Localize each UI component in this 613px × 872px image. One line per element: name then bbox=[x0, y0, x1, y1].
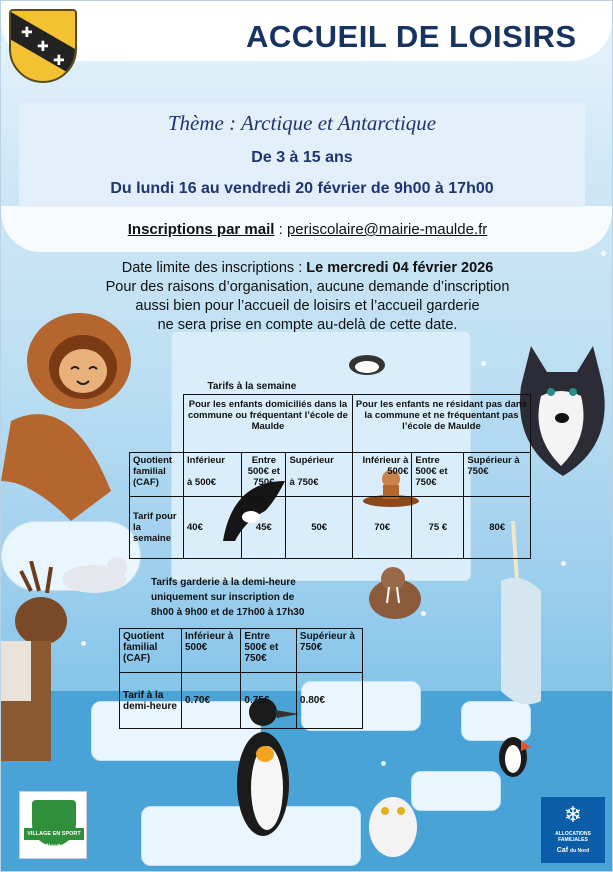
reindeer-illustration bbox=[1, 561, 111, 771]
price-cell: 70€ bbox=[352, 497, 412, 559]
snowflake-icon: ❄ bbox=[563, 803, 583, 828]
deadline-value: Le mercredi 04 février 2026 bbox=[306, 260, 494, 276]
registration-separator: : bbox=[274, 221, 287, 238]
deadline-line-1: Pour des raisons d’organisation, aucune demande d’inscription bbox=[105, 279, 510, 295]
price-cell: 0.70€ bbox=[182, 673, 241, 729]
row-label-quotient: Quotient familial (CAF) bbox=[120, 629, 182, 673]
col-mid: Entre 500€ et 750€ bbox=[242, 453, 286, 497]
age-range: De 3 à 15 ans bbox=[251, 149, 353, 166]
price-cell: 80€ bbox=[464, 497, 531, 559]
weekly-table-caption: Tarifs à la semaine bbox=[207, 381, 297, 392]
row-label-weekly-price: Tarif pour la semaine bbox=[130, 497, 184, 559]
col2-low: Inférieur à 500€ bbox=[352, 453, 412, 497]
col-high: Supérieur à 750€ bbox=[286, 453, 352, 497]
info-panel bbox=[19, 103, 585, 207]
price-cell: 0.75€ bbox=[241, 673, 297, 729]
daycare-table-caption: Tarifs garderie à la demi-heure uniquement sur inscription de 8h00 à 9h00 et de 17h00 à 17h30 bbox=[151, 577, 305, 618]
price-cell: 45€ bbox=[242, 497, 286, 559]
deadline-line-2: aussi bien pour l’accueil de loisirs et l’accueil garderie bbox=[135, 298, 480, 314]
price-cell: 50€ bbox=[286, 497, 352, 559]
registration-label: Inscriptions par mail bbox=[127, 221, 275, 238]
col-low: Inférieur à 500€ bbox=[182, 629, 241, 673]
col-mid: Entre 500€ et 750€ bbox=[241, 629, 297, 673]
registration-line bbox=[1, 221, 613, 238]
village-en-sport-logo: VILLAGE EN SPORT Nord bbox=[19, 791, 87, 859]
deadline-line-3: ne sera prise en compte au-delà de cette date. bbox=[157, 317, 458, 333]
col-low: Inférieur à 500€ bbox=[184, 453, 242, 497]
weekly-rates-table bbox=[129, 381, 531, 559]
caf-logo: ❄ ALLOCATIONS FAMILIALES Caf du Nord bbox=[541, 797, 605, 863]
header-resident: Pour les enfants domiciliés dans la commune ou fréquentant l’école de Maulde bbox=[184, 395, 353, 453]
bird-illustration bbox=[341, 341, 391, 381]
price-cell: 40€ bbox=[184, 497, 242, 559]
puffin-illustration bbox=[489, 725, 539, 785]
price-cell: 0.80€ bbox=[296, 673, 362, 729]
walrus-illustration bbox=[365, 561, 425, 621]
price-cell: 75 € bbox=[412, 497, 464, 559]
inuit-child-illustration bbox=[1, 311, 136, 521]
theme-title: Thème : Arctique et Antarctique bbox=[167, 111, 437, 135]
main-title: ACCUEIL DE LOISIRS bbox=[246, 19, 577, 54]
col-high: Supérieur à 750€ bbox=[296, 629, 362, 673]
header-non-resident: Pour les enfants ne résidant pas dans la commune et ne fréquentant pas l’école de Maulde bbox=[352, 395, 530, 453]
col2-high: Supérieur à 750€ bbox=[464, 453, 531, 497]
coat-of-arms-logo: ✚ ✚ ✚ bbox=[9, 9, 77, 83]
daycare-rates-table bbox=[119, 628, 363, 729]
deadline-paragraph bbox=[1, 259, 613, 335]
date-range: Du lundi 16 au vendredi 20 février de 9h00 à 17h00 bbox=[110, 180, 494, 197]
deadline-label: Date limite des inscriptions : bbox=[121, 260, 307, 276]
registration-email-link[interactable]: periscolaire@mairie-maulde.fr bbox=[286, 221, 488, 238]
col2-mid: Entre 500€ et 750€ bbox=[412, 453, 464, 497]
row-label-half-hour-price: Tarif à la demi-heure bbox=[120, 673, 182, 729]
row-label-quotient: Quotient familial (CAF) bbox=[130, 453, 184, 497]
snowy-owl-illustration bbox=[359, 783, 429, 863]
